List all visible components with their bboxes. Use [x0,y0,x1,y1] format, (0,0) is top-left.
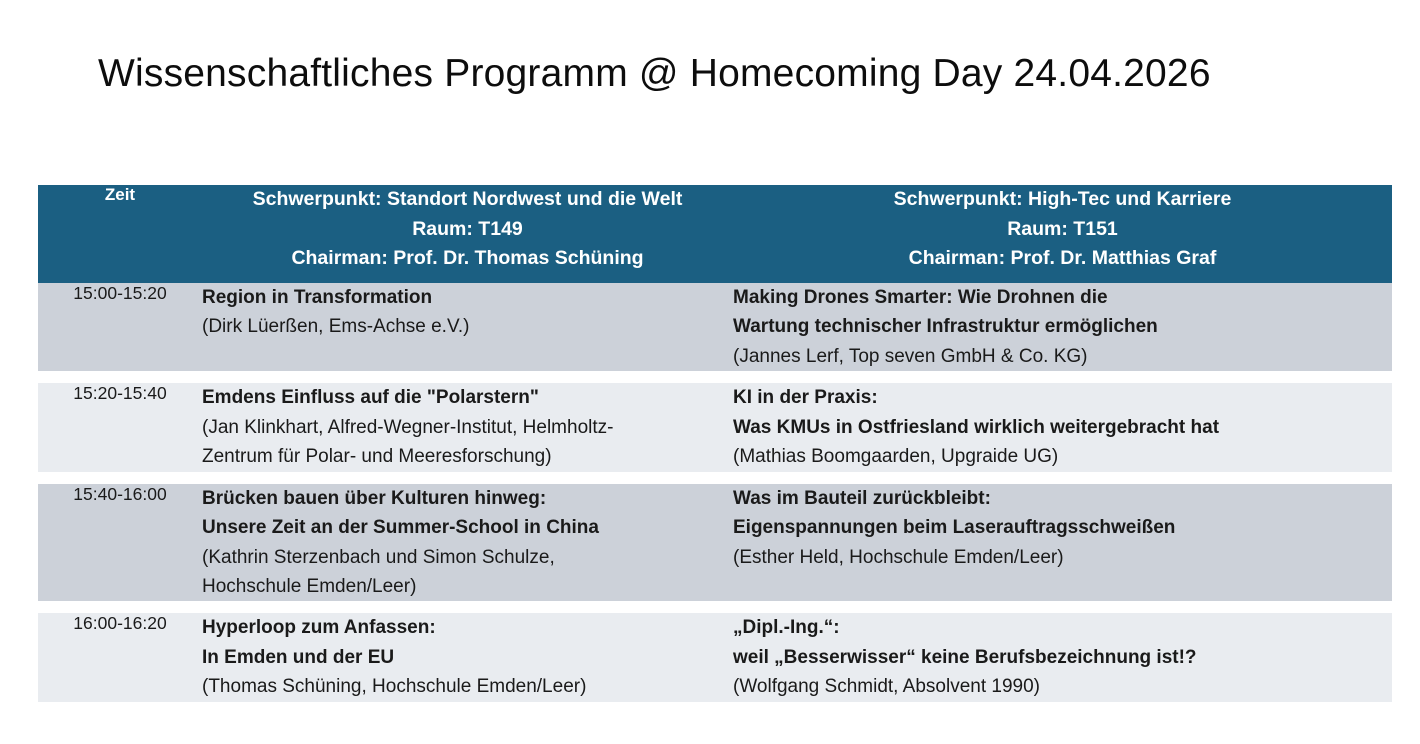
session-cell-track-2 [733,383,1392,471]
session-detail-line: (Kathrin Sterzenbach und Simon Schulze, [202,546,555,568]
session-title-line: Wartung technischer Infrastruktur ermöglichen [733,316,1158,338]
session-cell-track-2 [733,484,1392,602]
track-1-chairman: Chairman: Prof. Dr. Thomas Schüning [291,247,644,270]
session-cell-track-1 [202,484,733,602]
session-cell-track-1 [202,383,733,471]
program-schedule-table [38,185,1392,702]
session-title-line: Was KMUs in Ostfriesland wirklich weitergebracht hat [733,416,1220,438]
session-detail-line: (Jannes Lerf, Top seven GmbH & Co. KG) [733,345,1088,367]
session-title-line: Was im Bauteil zurückbleibt: [733,487,991,509]
column-header-time: Zeit [38,185,202,283]
session-title-line: Brücken bauen über Kulturen hinweg: [202,487,547,509]
session-cell-track-1 [202,283,733,371]
session-title-line: Unsere Zeit an der Summer-School in China [202,517,599,539]
session-title-line: Making Drones Smarter: Wie Drohnen die [733,287,1108,308]
column-header-track-2 [733,185,1392,283]
row-time: 16:00-16:20 [38,613,202,701]
row-time: 15:40-16:00 [38,484,202,602]
session-detail-line: (Jan Klinkhart, Alfred-Wegner-Institut, Helmholtz- [202,416,614,438]
session-detail-line: (Mathias Boomgaarden, Upgraide UG) [733,446,1059,468]
session-detail-line: Zentrum für Polar- und Meeresforschung) [202,446,552,468]
session-detail-line: (Wolfgang Schmidt, Absolvent 1990) [733,676,1040,698]
table-header-row [38,185,1392,283]
session-title-line: Hyperloop zum Anfassen: [202,617,436,639]
session-detail-line: (Esther Held, Hochschule Emden/Leer) [733,546,1064,568]
session-title-line: „Dipl.-Ing.“: [733,617,840,639]
session-detail-line: Hochschule Emden/Leer) [202,575,417,597]
session-detail-line: (Thomas Schüning, Hochschule Emden/Leer) [202,676,587,698]
table-row [38,383,1392,471]
table-row [38,613,1392,701]
row-spacer [38,371,1392,383]
session-cell-track-2 [733,613,1392,701]
session-cell-track-2 [733,283,1392,371]
session-title-line: Emdens Einfluss auf die "Polarstern" [202,387,539,409]
session-title-line: In Emden und der EU [202,646,395,668]
row-spacer [38,601,1392,613]
row-time: 15:20-15:40 [38,383,202,471]
row-time: 15:00-15:20 [38,283,202,371]
track-1-focus: Schwerpunkt: Standort Nordwest und die Welt [252,188,683,210]
session-cell-track-1 [202,613,733,701]
table-row [38,484,1392,602]
session-detail-line: (Dirk Lüerßen, Ems-Achse e.V.) [202,316,470,338]
track-1-room: Raum: T149 [412,217,523,240]
row-spacer [38,472,1392,484]
track-2-chairman: Chairman: Prof. Dr. Matthias Graf [908,247,1217,270]
track-2-focus: Schwerpunkt: High-Tec und Karriere [893,188,1232,210]
track-2-room: Raum: T151 [1007,217,1118,240]
session-title-line: Eigenspannungen beim Laserauftragsschweißen [733,517,1176,539]
session-title-line: Region in Transformation [202,287,433,308]
table-row [38,283,1392,371]
column-header-track-1 [202,185,733,283]
session-title-line: KI in der Praxis: [733,387,878,409]
page-title: Wissenschaftliches Programm @ Homecoming Day 24.04.2026 [98,52,1211,95]
session-title-line: weil „Besserwisser“ keine Berufsbezeichnung ist!? [733,646,1197,668]
